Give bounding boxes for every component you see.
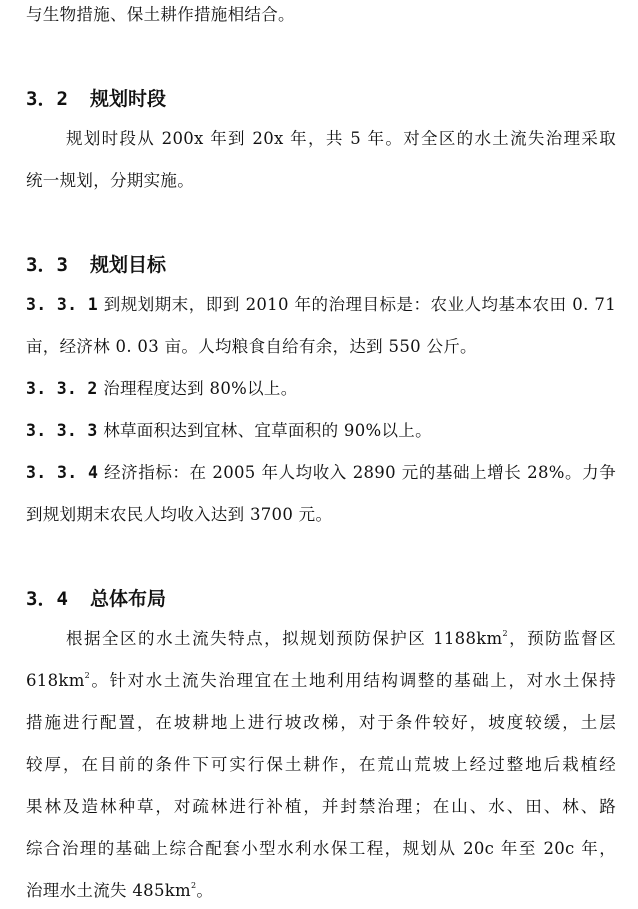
paragraph-line: 果林及造林种草，对疏林进行补植，并封禁治理；在山、水、田、林、路 <box>26 797 616 816</box>
paragraph-line: 规划时段从 200x 年到 20x 年，共 5 年。对全区的水土流失治理采取 <box>66 129 616 148</box>
section-heading-3-2 <box>26 87 166 111</box>
item-number: 3. 3. 1 <box>26 295 99 314</box>
section-heading-3-3 <box>26 253 166 277</box>
text-run: 618km <box>26 671 85 690</box>
paragraph-line: 亩，经济林 0. 03 亩。人均粮食自给有余，达到 550 公斤。 <box>26 337 477 356</box>
paragraph-line: 综合治理的基础上综合配套小型水利水保工程，规划从 20c 年至 20c 年， <box>26 839 616 858</box>
item-text: 经济指标：在 2005 年人均收入 2890 元的基础上增长 28%。力争 <box>104 463 617 482</box>
paragraph-line <box>26 670 616 692</box>
item-text: 到规划期末，即到 2010 年的治理目标是：农业人均基本农田 0. 71 <box>103 295 616 314</box>
paragraph-line: 统一规划，分期实施。 <box>26 171 194 190</box>
item-number: 3. 3. 4 <box>26 463 99 482</box>
paragraph-line: 到规划期末农民人均收入达到 3700 元。 <box>26 505 333 524</box>
paragraph-line: 措施进行配置，在坡耕地上进行坡改梯，对于条件较好，坡度较缓，土层 <box>26 713 616 732</box>
item-text: 林草面积达到宜林、宜草面积的 90%以上。 <box>103 421 432 440</box>
goal-item-3-3-4 <box>26 462 616 484</box>
text-run: 。 <box>196 881 214 900</box>
paragraph-line: 较厚，在目前的条件下可实行保土耕作，在荒山荒坡上经过整地后栽植经 <box>26 755 616 774</box>
section-number: 3．2 <box>26 88 68 110</box>
section-number: 3．4 <box>26 588 68 610</box>
section-heading-3-4 <box>26 587 166 611</box>
section-title: 总体布局 <box>90 588 167 610</box>
item-number: 3. 3. 3 <box>26 421 98 440</box>
section-title: 规划时段 <box>90 88 167 110</box>
item-number: 3. 3. 2 <box>26 379 98 398</box>
text-run: 根据全区的水土流失特点，拟规划预防保护区 1188km <box>66 629 503 648</box>
section-title: 规划目标 <box>90 254 167 276</box>
paragraph-line <box>66 628 616 650</box>
goal-item-3-3-2 <box>26 378 616 400</box>
section-number: 3．3 <box>26 254 68 276</box>
text-run: 。针对水土流失治理宜在土地利用结构调整的基础上，对水土保持 <box>90 671 616 690</box>
superscript: 2 <box>190 881 197 890</box>
text-run: ，预防监督区 <box>507 629 616 648</box>
goal-item-3-3-1 <box>26 294 616 316</box>
superscript: 2 <box>502 629 508 638</box>
paragraph-line <box>26 880 616 902</box>
intro-line: 与生物措施、保土耕作措施相结合。 <box>26 5 295 24</box>
goal-item-3-3-3 <box>26 420 616 442</box>
text-run: 治理水土流失 485km <box>26 881 191 900</box>
superscript: 2 <box>84 671 91 680</box>
item-text: 治理程度达到 80%以上。 <box>103 379 298 398</box>
